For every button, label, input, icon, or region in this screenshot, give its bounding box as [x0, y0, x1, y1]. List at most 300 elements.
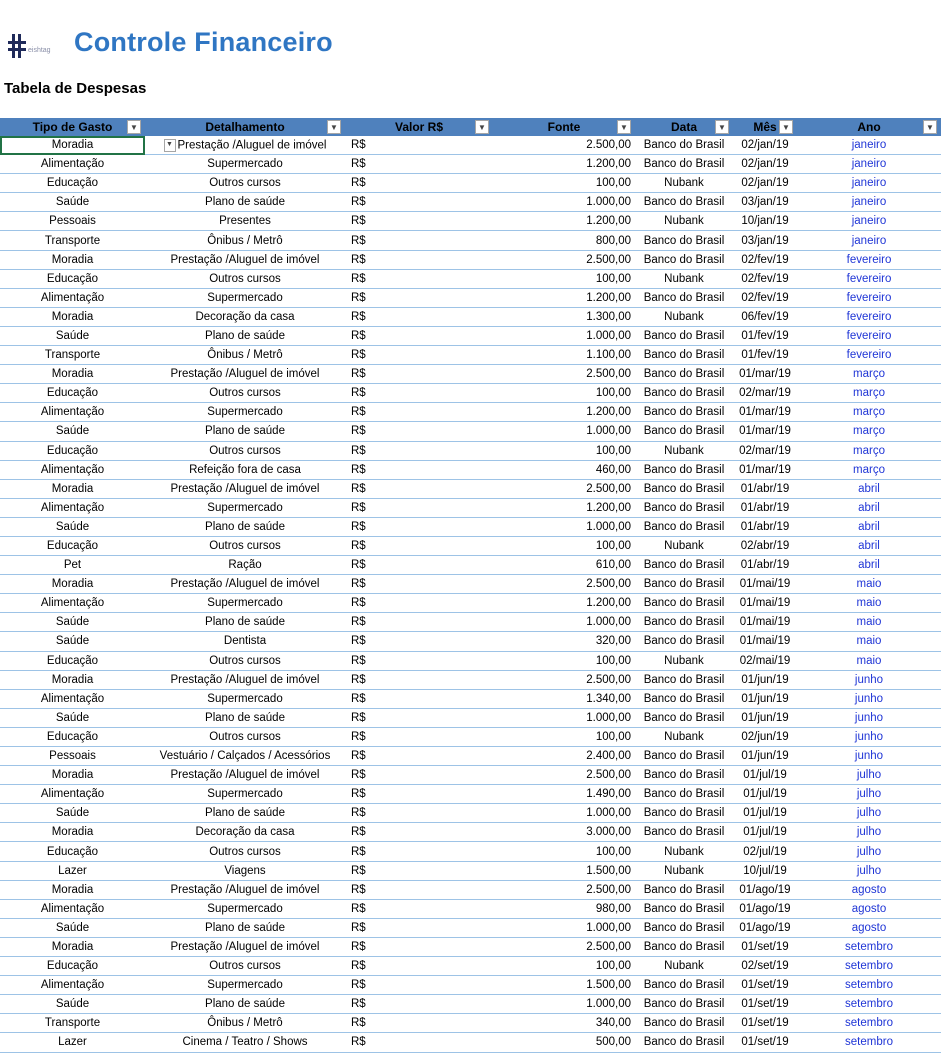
- cell-currency[interactable]: R$: [345, 899, 493, 918]
- cell-data[interactable]: 02/mar/19: [733, 441, 797, 460]
- cell-currency[interactable]: R$: [345, 708, 493, 727]
- cell-currency[interactable]: R$: [345, 155, 493, 174]
- cell-valor[interactable]: 1.490,00: [493, 785, 635, 804]
- cell-mes[interactable]: abril: [797, 556, 941, 575]
- cell-fonte[interactable]: Banco do Brasil: [635, 632, 733, 651]
- cell-currency[interactable]: R$: [345, 613, 493, 632]
- cell-fonte[interactable]: Banco do Brasil: [635, 1014, 733, 1033]
- cell-detalhamento[interactable]: [145, 575, 345, 594]
- cell-mes[interactable]: setembro: [797, 957, 941, 976]
- cell-mes[interactable]: janeiro: [797, 174, 941, 193]
- cell-data[interactable]: 01/jun/19: [733, 689, 797, 708]
- cell-currency[interactable]: R$: [345, 441, 493, 460]
- cell-data[interactable]: 10/jul/19: [733, 861, 797, 880]
- cell-detalhamento[interactable]: [145, 670, 345, 689]
- cell-detalhamento[interactable]: [145, 651, 345, 670]
- cell-tipo-de-gasto[interactable]: Educação: [0, 384, 145, 403]
- cell-detalhamento[interactable]: [145, 517, 345, 536]
- cell-fonte[interactable]: Banco do Brasil: [635, 708, 733, 727]
- cell-valor[interactable]: 100,00: [493, 174, 635, 193]
- cell-mes[interactable]: janeiro: [797, 155, 941, 174]
- cell-fonte[interactable]: Nubank: [635, 212, 733, 231]
- cell-detalhamento[interactable]: [145, 231, 345, 250]
- cell-mes[interactable]: maio: [797, 594, 941, 613]
- cell-valor[interactable]: 1.000,00: [493, 918, 635, 937]
- cell-tipo-de-gasto[interactable]: Saúde: [0, 804, 145, 823]
- cell-mes[interactable]: fevereiro: [797, 346, 941, 365]
- cell-tipo-de-gasto[interactable]: Pet: [0, 556, 145, 575]
- cell-tipo-de-gasto[interactable]: Moradia: [0, 479, 145, 498]
- cell-fonte[interactable]: Banco do Brasil: [635, 918, 733, 937]
- cell-detalhamento[interactable]: [145, 1014, 345, 1033]
- cell-tipo-de-gasto[interactable]: Saúde: [0, 708, 145, 727]
- cell-detalhamento[interactable]: [145, 556, 345, 575]
- cell-data[interactable]: 01/ago/19: [733, 880, 797, 899]
- cell-tipo-de-gasto[interactable]: Educação: [0, 651, 145, 670]
- cell-tipo-de-gasto[interactable]: Alimentação: [0, 288, 145, 307]
- cell-data[interactable]: 02/fev/19: [733, 288, 797, 307]
- cell-valor[interactable]: 1.300,00: [493, 307, 635, 326]
- cell-fonte[interactable]: Nubank: [635, 861, 733, 880]
- cell-fonte[interactable]: Banco do Brasil: [635, 460, 733, 479]
- cell-data[interactable]: 02/set/19: [733, 957, 797, 976]
- cell-valor[interactable]: 800,00: [493, 231, 635, 250]
- cell-currency[interactable]: R$: [345, 460, 493, 479]
- cell-tipo-de-gasto[interactable]: Educação: [0, 957, 145, 976]
- filter-dropdown-icon[interactable]: ▼: [617, 120, 631, 134]
- cell-currency[interactable]: R$: [345, 995, 493, 1014]
- cell-data[interactable]: 01/mai/19: [733, 632, 797, 651]
- cell-tipo-de-gasto[interactable]: Saúde: [0, 193, 145, 212]
- cell-tipo-de-gasto[interactable]: Saúde: [0, 995, 145, 1014]
- cell-currency[interactable]: R$: [345, 136, 493, 155]
- cell-detalhamento[interactable]: [145, 766, 345, 785]
- cell-valor[interactable]: 1.200,00: [493, 403, 635, 422]
- cell-mes[interactable]: maio: [797, 651, 941, 670]
- cell-data[interactable]: 02/jan/19: [733, 174, 797, 193]
- cell-detalhamento[interactable]: [145, 479, 345, 498]
- cell-currency[interactable]: R$: [345, 575, 493, 594]
- cell-valor[interactable]: 1.100,00: [493, 346, 635, 365]
- cell-tipo-de-gasto[interactable]: Alimentação: [0, 899, 145, 918]
- cell-currency[interactable]: R$: [345, 804, 493, 823]
- cell-mes[interactable]: maio: [797, 575, 941, 594]
- cell-currency[interactable]: R$: [345, 1014, 493, 1033]
- cell-tipo-de-gasto[interactable]: Lazer: [0, 1033, 145, 1052]
- cell-valor[interactable]: 100,00: [493, 536, 635, 555]
- cell-tipo-de-gasto[interactable]: Alimentação: [0, 460, 145, 479]
- cell-detalhamento[interactable]: [145, 498, 345, 517]
- filter-dropdown-icon[interactable]: ▼: [127, 120, 141, 134]
- cell-data[interactable]: 01/set/19: [733, 976, 797, 995]
- cell-data[interactable]: 01/mai/19: [733, 594, 797, 613]
- cell-currency[interactable]: R$: [345, 594, 493, 613]
- cell-currency[interactable]: R$: [345, 785, 493, 804]
- cell-mes[interactable]: março: [797, 365, 941, 384]
- cell-valor[interactable]: 1.200,00: [493, 498, 635, 517]
- cell-data[interactable]: 01/jun/19: [733, 670, 797, 689]
- cell-valor[interactable]: 980,00: [493, 899, 635, 918]
- cell-detalhamento[interactable]: [145, 899, 345, 918]
- cell-tipo-de-gasto[interactable]: Saúde: [0, 422, 145, 441]
- cell-currency[interactable]: R$: [345, 747, 493, 766]
- cell-detalhamento[interactable]: [145, 174, 345, 193]
- cell-currency[interactable]: R$: [345, 212, 493, 231]
- cell-valor[interactable]: 1.200,00: [493, 155, 635, 174]
- cell-valor[interactable]: 2.500,00: [493, 365, 635, 384]
- cell-fonte[interactable]: Banco do Brasil: [635, 594, 733, 613]
- cell-mes[interactable]: julho: [797, 804, 941, 823]
- cell-data[interactable]: 01/jul/19: [733, 785, 797, 804]
- cell-valor[interactable]: 1.200,00: [493, 594, 635, 613]
- cell-tipo-de-gasto[interactable]: Moradia: [0, 136, 145, 155]
- cell-mes[interactable]: março: [797, 441, 941, 460]
- cell-fonte[interactable]: Banco do Brasil: [635, 766, 733, 785]
- cell-mes[interactable]: junho: [797, 689, 941, 708]
- cell-mes[interactable]: junho: [797, 708, 941, 727]
- cell-fonte[interactable]: Banco do Brasil: [635, 823, 733, 842]
- cell-mes[interactable]: abril: [797, 517, 941, 536]
- cell-mes[interactable]: junho: [797, 670, 941, 689]
- cell-mes[interactable]: janeiro: [797, 212, 941, 231]
- cell-tipo-de-gasto[interactable]: Saúde: [0, 517, 145, 536]
- cell-valor[interactable]: 460,00: [493, 460, 635, 479]
- cell-mes[interactable]: julho: [797, 785, 941, 804]
- cell-fonte[interactable]: Banco do Brasil: [635, 613, 733, 632]
- cell-fonte[interactable]: Nubank: [635, 307, 733, 326]
- cell-currency[interactable]: R$: [345, 231, 493, 250]
- cell-data[interactable]: 01/mar/19: [733, 460, 797, 479]
- cell-mes[interactable]: janeiro: [797, 231, 941, 250]
- cell-currency[interactable]: R$: [345, 727, 493, 746]
- cell-data[interactable]: 01/ago/19: [733, 899, 797, 918]
- cell-detalhamento[interactable]: [145, 460, 345, 479]
- cell-fonte[interactable]: Banco do Brasil: [635, 785, 733, 804]
- cell-currency[interactable]: R$: [345, 307, 493, 326]
- cell-data[interactable]: 01/jul/19: [733, 766, 797, 785]
- cell-fonte[interactable]: Banco do Brasil: [635, 556, 733, 575]
- cell-tipo-de-gasto[interactable]: Pessoais: [0, 212, 145, 231]
- cell-valor[interactable]: 100,00: [493, 842, 635, 861]
- cell-mes[interactable]: julho: [797, 766, 941, 785]
- cell-data[interactable]: 01/fev/19: [733, 346, 797, 365]
- cell-fonte[interactable]: Banco do Brasil: [635, 575, 733, 594]
- cell-data[interactable]: 01/fev/19: [733, 326, 797, 345]
- cell-fonte[interactable]: Banco do Brasil: [635, 479, 733, 498]
- cell-detalhamento[interactable]: [145, 193, 345, 212]
- cell-detalhamento[interactable]: [145, 842, 345, 861]
- cell-currency[interactable]: R$: [345, 632, 493, 651]
- cell-mes[interactable]: fevereiro: [797, 269, 941, 288]
- cell-detalhamento[interactable]: [145, 365, 345, 384]
- cell-detalhamento[interactable]: [145, 727, 345, 746]
- cell-tipo-de-gasto[interactable]: Educação: [0, 842, 145, 861]
- cell-mes[interactable]: março: [797, 422, 941, 441]
- cell-detalhamento[interactable]: [145, 1033, 345, 1052]
- cell-tipo-de-gasto[interactable]: Alimentação: [0, 785, 145, 804]
- cell-detalhamento[interactable]: [145, 594, 345, 613]
- cell-fonte[interactable]: Banco do Brasil: [635, 498, 733, 517]
- cell-mes[interactable]: fevereiro: [797, 288, 941, 307]
- cell-currency[interactable]: R$: [345, 937, 493, 956]
- cell-fonte[interactable]: Banco do Brasil: [635, 670, 733, 689]
- cell-tipo-de-gasto[interactable]: Alimentação: [0, 155, 145, 174]
- filter-dropdown-icon[interactable]: ▼: [923, 120, 937, 134]
- cell-valor[interactable]: 1.000,00: [493, 422, 635, 441]
- cell-tipo-de-gasto[interactable]: Moradia: [0, 766, 145, 785]
- cell-tipo-de-gasto[interactable]: Saúde: [0, 613, 145, 632]
- cell-fonte[interactable]: Banco do Brasil: [635, 1033, 733, 1052]
- cell-mes[interactable]: junho: [797, 747, 941, 766]
- cell-detalhamento[interactable]: [145, 403, 345, 422]
- cell-mes[interactable]: janeiro: [797, 193, 941, 212]
- cell-detalhamento[interactable]: [145, 155, 345, 174]
- cell-currency[interactable]: R$: [345, 1033, 493, 1052]
- cell-valor[interactable]: 1.000,00: [493, 613, 635, 632]
- cell-tipo-de-gasto[interactable]: Educação: [0, 441, 145, 460]
- cell-valor[interactable]: 2.500,00: [493, 766, 635, 785]
- cell-tipo-de-gasto[interactable]: Moradia: [0, 575, 145, 594]
- cell-mes[interactable]: maio: [797, 632, 941, 651]
- cell-currency[interactable]: R$: [345, 670, 493, 689]
- cell-data[interactable]: 02/jan/19: [733, 136, 797, 155]
- cell-tipo-de-gasto[interactable]: Moradia: [0, 823, 145, 842]
- cell-mes[interactable]: julho: [797, 823, 941, 842]
- cell-data[interactable]: 02/mar/19: [733, 384, 797, 403]
- filter-dropdown-icon[interactable]: ▼: [327, 120, 341, 134]
- cell-tipo-de-gasto[interactable]: Saúde: [0, 326, 145, 345]
- cell-fonte[interactable]: Banco do Brasil: [635, 384, 733, 403]
- cell-currency[interactable]: R$: [345, 918, 493, 937]
- cell-valor[interactable]: 340,00: [493, 1014, 635, 1033]
- cell-data[interactable]: 01/set/19: [733, 1014, 797, 1033]
- cell-detalhamento[interactable]: [145, 937, 345, 956]
- cell-mes[interactable]: julho: [797, 861, 941, 880]
- cell-currency[interactable]: R$: [345, 326, 493, 345]
- cell-fonte[interactable]: Banco do Brasil: [635, 193, 733, 212]
- cell-tipo-de-gasto[interactable]: Saúde: [0, 632, 145, 651]
- cell-detalhamento[interactable]: [145, 307, 345, 326]
- cell-currency[interactable]: R$: [345, 842, 493, 861]
- cell-currency[interactable]: R$: [345, 861, 493, 880]
- cell-valor[interactable]: 1.200,00: [493, 288, 635, 307]
- cell-detalhamento[interactable]: [145, 918, 345, 937]
- cell-valor[interactable]: 2.500,00: [493, 937, 635, 956]
- cell-detalhamento[interactable]: [145, 269, 345, 288]
- cell-fonte[interactable]: Nubank: [635, 957, 733, 976]
- cell-detalhamento[interactable]: [145, 747, 345, 766]
- cell-fonte[interactable]: Banco do Brasil: [635, 231, 733, 250]
- cell-data[interactable]: 01/mar/19: [733, 403, 797, 422]
- cell-data[interactable]: 02/jan/19: [733, 155, 797, 174]
- cell-fonte[interactable]: Banco do Brasil: [635, 976, 733, 995]
- cell-mes[interactable]: julho: [797, 842, 941, 861]
- cell-tipo-de-gasto[interactable]: Moradia: [0, 670, 145, 689]
- cell-data[interactable]: 02/abr/19: [733, 536, 797, 555]
- cell-tipo-de-gasto[interactable]: Alimentação: [0, 498, 145, 517]
- cell-valor[interactable]: 1.340,00: [493, 689, 635, 708]
- cell-valor[interactable]: 1.500,00: [493, 861, 635, 880]
- cell-data[interactable]: 03/jan/19: [733, 231, 797, 250]
- cell-valor[interactable]: 1.000,00: [493, 517, 635, 536]
- cell-currency[interactable]: R$: [345, 556, 493, 575]
- cell-currency[interactable]: R$: [345, 193, 493, 212]
- cell-data[interactable]: 01/jun/19: [733, 708, 797, 727]
- cell-currency[interactable]: R$: [345, 365, 493, 384]
- cell-currency[interactable]: R$: [345, 880, 493, 899]
- cell-fonte[interactable]: Banco do Brasil: [635, 517, 733, 536]
- cell-valor[interactable]: 3.000,00: [493, 823, 635, 842]
- cell-tipo-de-gasto[interactable]: Pessoais: [0, 747, 145, 766]
- cell-tipo-de-gasto[interactable]: Alimentação: [0, 403, 145, 422]
- cell-currency[interactable]: R$: [345, 689, 493, 708]
- cell-tipo-de-gasto[interactable]: Educação: [0, 174, 145, 193]
- cell-detalhamento[interactable]: [145, 422, 345, 441]
- cell-fonte[interactable]: Nubank: [635, 842, 733, 861]
- cell-fonte[interactable]: Nubank: [635, 727, 733, 746]
- cell-data[interactable]: 02/fev/19: [733, 269, 797, 288]
- cell-detalhamento[interactable]: [145, 976, 345, 995]
- cell-detalhamento[interactable]: [145, 384, 345, 403]
- cell-detalhamento[interactable]: [145, 995, 345, 1014]
- cell-data[interactable]: 02/jun/19: [733, 727, 797, 746]
- filter-dropdown-icon[interactable]: ▼: [715, 120, 729, 134]
- cell-valor[interactable]: 100,00: [493, 269, 635, 288]
- cell-mes[interactable]: setembro: [797, 1014, 941, 1033]
- cell-currency[interactable]: R$: [345, 957, 493, 976]
- cell-data[interactable]: 01/mar/19: [733, 422, 797, 441]
- cell-data[interactable]: 02/mai/19: [733, 651, 797, 670]
- filter-dropdown-icon[interactable]: ▼: [475, 120, 489, 134]
- cell-tipo-de-gasto[interactable]: Transporte: [0, 346, 145, 365]
- cell-mes[interactable]: setembro: [797, 976, 941, 995]
- cell-valor[interactable]: 1.000,00: [493, 804, 635, 823]
- cell-mes[interactable]: agosto: [797, 880, 941, 899]
- cell-data[interactable]: 01/abr/19: [733, 479, 797, 498]
- cell-fonte[interactable]: Banco do Brasil: [635, 326, 733, 345]
- cell-valor[interactable]: 1.200,00: [493, 212, 635, 231]
- cell-currency[interactable]: R$: [345, 823, 493, 842]
- cell-currency[interactable]: R$: [345, 403, 493, 422]
- cell-detalhamento[interactable]: [145, 441, 345, 460]
- cell-data[interactable]: 01/abr/19: [733, 556, 797, 575]
- cell-data[interactable]: 03/jan/19: [733, 193, 797, 212]
- cell-mes[interactable]: janeiro: [797, 136, 941, 155]
- cell-mes[interactable]: abril: [797, 479, 941, 498]
- cell-mes[interactable]: setembro: [797, 1033, 941, 1052]
- cell-tipo-de-gasto[interactable]: Alimentação: [0, 594, 145, 613]
- cell-valor[interactable]: 1.000,00: [493, 326, 635, 345]
- cell-tipo-de-gasto[interactable]: Alimentação: [0, 689, 145, 708]
- cell-detalhamento[interactable]: [145, 288, 345, 307]
- cell-mes[interactable]: fevereiro: [797, 326, 941, 345]
- cell-data[interactable]: 01/mai/19: [733, 575, 797, 594]
- cell-data[interactable]: 01/mar/19: [733, 365, 797, 384]
- cell-valor[interactable]: 100,00: [493, 651, 635, 670]
- cell-fonte[interactable]: Banco do Brasil: [635, 155, 733, 174]
- cell-detalhamento[interactable]: [145, 346, 345, 365]
- cell-valor[interactable]: 1.000,00: [493, 708, 635, 727]
- cell-fonte[interactable]: Banco do Brasil: [635, 346, 733, 365]
- cell-detalhamento[interactable]: [145, 536, 345, 555]
- cell-mes[interactable]: junho: [797, 727, 941, 746]
- cell-data[interactable]: 01/jul/19: [733, 804, 797, 823]
- cell-mes[interactable]: março: [797, 460, 941, 479]
- cell-fonte[interactable]: Banco do Brasil: [635, 804, 733, 823]
- cell-data[interactable]: 01/set/19: [733, 995, 797, 1014]
- cell-detalhamento[interactable]: [145, 861, 345, 880]
- cell-dropdown-icon[interactable]: ▼: [164, 139, 176, 152]
- cell-mes[interactable]: setembro: [797, 995, 941, 1014]
- cell-tipo-de-gasto[interactable]: Lazer: [0, 861, 145, 880]
- cell-valor[interactable]: 2.500,00: [493, 670, 635, 689]
- cell-data[interactable]: 01/abr/19: [733, 498, 797, 517]
- cell-mes[interactable]: agosto: [797, 899, 941, 918]
- cell-data[interactable]: 06/fev/19: [733, 307, 797, 326]
- cell-data[interactable]: 01/mai/19: [733, 613, 797, 632]
- cell-currency[interactable]: R$: [345, 288, 493, 307]
- cell-valor[interactable]: 1.000,00: [493, 193, 635, 212]
- cell-mes[interactable]: fevereiro: [797, 307, 941, 326]
- cell-fonte[interactable]: Nubank: [635, 269, 733, 288]
- cell-detalhamento[interactable]: [145, 708, 345, 727]
- cell-detalhamento[interactable]: [145, 880, 345, 899]
- cell-mes[interactable]: setembro: [797, 937, 941, 956]
- cell-tipo-de-gasto[interactable]: Moradia: [0, 937, 145, 956]
- cell-detalhamento[interactable]: [145, 632, 345, 651]
- cell-mes[interactable]: abril: [797, 498, 941, 517]
- cell-detalhamento[interactable]: [145, 823, 345, 842]
- cell-detalhamento[interactable]: [145, 804, 345, 823]
- cell-data[interactable]: 01/set/19: [733, 937, 797, 956]
- cell-tipo-de-gasto[interactable]: Educação: [0, 727, 145, 746]
- cell-valor[interactable]: 2.500,00: [493, 250, 635, 269]
- cell-data[interactable]: 10/jan/19: [733, 212, 797, 231]
- cell-mes[interactable]: agosto: [797, 918, 941, 937]
- cell-fonte[interactable]: Nubank: [635, 441, 733, 460]
- cell-detalhamento[interactable]: [145, 136, 345, 155]
- cell-fonte[interactable]: Banco do Brasil: [635, 899, 733, 918]
- cell-valor[interactable]: 1.000,00: [493, 995, 635, 1014]
- cell-fonte[interactable]: Nubank: [635, 536, 733, 555]
- filter-dropdown-icon[interactable]: ▼: [779, 120, 793, 134]
- cell-data[interactable]: 01/ago/19: [733, 918, 797, 937]
- cell-valor[interactable]: 610,00: [493, 556, 635, 575]
- cell-detalhamento[interactable]: [145, 689, 345, 708]
- cell-valor[interactable]: 100,00: [493, 727, 635, 746]
- cell-currency[interactable]: R$: [345, 174, 493, 193]
- cell-data[interactable]: 01/jun/19: [733, 747, 797, 766]
- cell-currency[interactable]: R$: [345, 498, 493, 517]
- cell-mes[interactable]: abril: [797, 536, 941, 555]
- cell-fonte[interactable]: Banco do Brasil: [635, 880, 733, 899]
- cell-fonte[interactable]: Banco do Brasil: [635, 689, 733, 708]
- cell-currency[interactable]: R$: [345, 422, 493, 441]
- cell-fonte[interactable]: Banco do Brasil: [635, 422, 733, 441]
- cell-detalhamento[interactable]: [145, 326, 345, 345]
- cell-currency[interactable]: R$: [345, 384, 493, 403]
- cell-fonte[interactable]: Banco do Brasil: [635, 747, 733, 766]
- cell-valor[interactable]: 320,00: [493, 632, 635, 651]
- cell-detalhamento[interactable]: [145, 250, 345, 269]
- cell-tipo-de-gasto[interactable]: Educação: [0, 536, 145, 555]
- cell-currency[interactable]: R$: [345, 346, 493, 365]
- cell-fonte[interactable]: Banco do Brasil: [635, 136, 733, 155]
- cell-valor[interactable]: 2.400,00: [493, 747, 635, 766]
- cell-detalhamento[interactable]: [145, 212, 345, 231]
- cell-fonte[interactable]: Banco do Brasil: [635, 403, 733, 422]
- cell-currency[interactable]: R$: [345, 536, 493, 555]
